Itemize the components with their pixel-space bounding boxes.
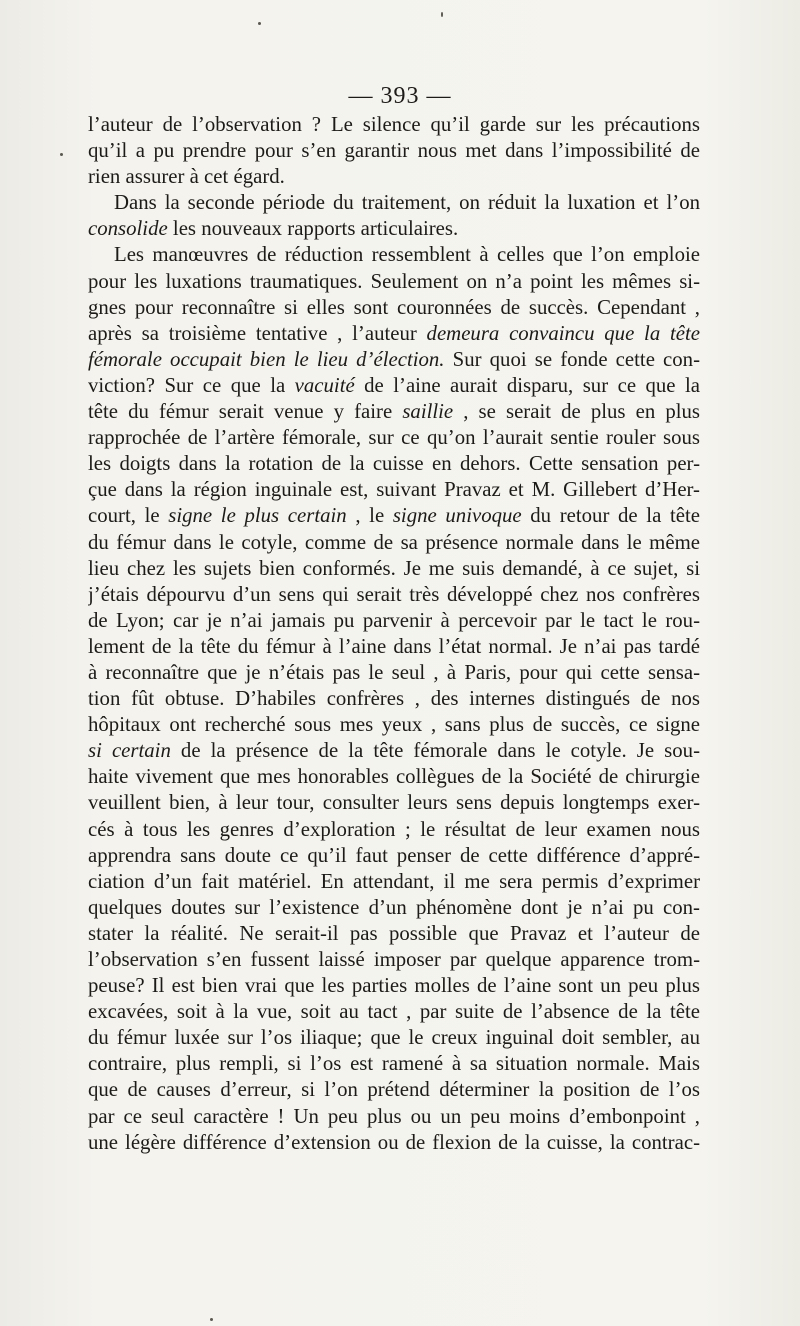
italic-text: signe univoque (392, 504, 522, 528)
italic-text: demeura convaincu que la tête (426, 321, 700, 345)
text-run: quelques doutes sur l’existence d’un phénomène dont je n’ai pu con- (88, 895, 700, 919)
text-line (88, 869, 700, 895)
text-run: çue dans la région inguinale est, suivant Pravaz et M. Gillebert d’Her- (88, 478, 700, 502)
text-run: tion fût obtuse. D’habiles confrères , des internes distingués de nos (88, 687, 700, 711)
italic-text: fémorale occupait bien le lieu d’élection. (88, 347, 445, 371)
text-run: Les manœuvres de réduction ressemblent à celles que l’on emploie (114, 243, 700, 267)
text-line (88, 1130, 700, 1156)
text-run: pour les luxations traumatiques. Seulement on n’a point les mêmes si- (88, 269, 700, 293)
text-run: du fémur luxée sur l’os iliaque; que le creux inguinal doit sembler, au (88, 1026, 700, 1050)
text-run: l’auteur de l’observation ? Le silence qu’il garde sur les précautions (88, 113, 700, 136)
paper-speck (258, 22, 261, 25)
text-line (88, 1051, 700, 1077)
text-line (88, 216, 700, 242)
text-run: du retour de la tête (521, 504, 700, 528)
paper-speck (441, 12, 443, 17)
text-run: une légère différence d’extension ou de flexion de la cuisse, la contrac- (88, 1130, 700, 1154)
text-line (88, 321, 700, 347)
text-run: lement de la tête du fémur à l’aine dans l’état normal. Je n’ai pas tardé (88, 634, 700, 658)
text-run: à reconnaître que je n’étais pas le seul , à Paris, pour qui cette sensa- (88, 660, 700, 684)
text-run: court, le (88, 504, 169, 528)
text-line (88, 190, 700, 216)
text-run: tête du fémur serait venue y faire (88, 400, 403, 424)
text-line (88, 790, 700, 816)
text-line (88, 112, 700, 138)
text-line (88, 373, 700, 399)
text-line (88, 530, 700, 556)
text-run: peuse? Il est bien vrai que les parties molles de l’aine sont un peu plus (88, 974, 700, 998)
text-run: contraire, plus rempli, si l’os est ramené à sa situation normale. Mais (88, 1052, 700, 1076)
text-line (88, 556, 700, 582)
text-run: j’étais dépourvu d’un sens qui serait très développé chez nos confrères (88, 582, 700, 606)
text-run: les doigts dans la rotation de la cuisse en dehors. Cette sensation per- (88, 452, 700, 476)
text-line (88, 660, 700, 686)
text-line (88, 817, 700, 843)
text-run: par ce seul caractère ! Un peu plus ou un peu moins d’embonpoint , (88, 1104, 700, 1128)
text-run: Dans la seconde période du traitement, on réduit la luxation et l’on (114, 191, 700, 215)
paper-speck (210, 1318, 213, 1321)
text-line (88, 425, 700, 451)
text-line (88, 712, 700, 738)
text-line (88, 242, 700, 268)
text-run: apprendra sans doute ce qu’il faut penser de cette différence d’appré- (88, 843, 700, 867)
text-line (88, 164, 700, 190)
text-line (88, 973, 700, 999)
text-line (88, 608, 700, 634)
text-run: de la présence de la tête fémorale dans le cotyle. Je sou- (170, 739, 700, 763)
text-run: , le (346, 504, 393, 528)
text-run: , se serait de plus en plus (453, 400, 700, 424)
text-run: hôpitaux ont recherché sous mes yeux , sans plus de succès, ce signe (88, 713, 700, 737)
text-run: veuillent bien, à leur tour, consulter leurs sens depuis longtemps exer- (88, 791, 700, 815)
text-line (88, 503, 700, 529)
paper-speck (60, 153, 63, 156)
text-line (88, 895, 700, 921)
text-run: rapprochée de l’artère fémorale, sur ce qu’on l’aurait sentie rouler sous (88, 426, 700, 450)
italic-text: signe le plus certain (168, 504, 347, 528)
text-line (88, 686, 700, 712)
text-run: haite vivement que mes honorables collègues de la Société de chirurgie (88, 765, 700, 789)
text-run: après sa troisième tentative , l’auteur (88, 321, 427, 345)
text-run: qu’il a pu prendre pour s’en garantir nous met dans l’impossibilité de (88, 139, 700, 163)
text-run: excavées, soit à la vue, soit au tact , par suite de l’absence de la tête (88, 1000, 700, 1024)
text-line (88, 295, 700, 321)
text-line (88, 1104, 700, 1130)
text-line (88, 921, 700, 947)
body-text (88, 112, 700, 1156)
text-line (88, 999, 700, 1025)
text-run: gnes pour reconnaître si elles sont couronnées de succès. Cependant , (88, 295, 700, 319)
text-line (88, 138, 700, 164)
text-run: lieu chez les sujets bien conformés. Je me suis demandé, à ce sujet, si (88, 556, 700, 580)
text-run: du fémur dans le cotyle, comme de sa présence normale dans le même (88, 530, 700, 554)
italic-text: saillie (402, 400, 454, 424)
text-line (88, 451, 700, 477)
text-line (88, 1077, 700, 1103)
text-line (88, 269, 700, 295)
italic-text: si certain (88, 739, 171, 763)
text-line (88, 1025, 700, 1051)
text-run: ciation d’un fait matériel. En attendant, il me sera permis d’exprimer (88, 869, 700, 893)
text-line (88, 947, 700, 973)
text-run: de Lyon; car je n’ai jamais pu parvenir à percevoir par le tact le rou- (88, 608, 700, 632)
italic-text: vacuité (294, 373, 355, 397)
text-line (88, 843, 700, 869)
text-run: les nouveaux rapports articulaires. (167, 217, 459, 241)
text-line (88, 399, 700, 425)
text-run: de l’aine aurait disparu, sur ce que la (354, 373, 700, 397)
text-run: stater la réalité. Ne serait-il pas possible que Pravaz et l’auteur de (88, 921, 700, 945)
text-run: l’observation s’en fussent laissé imposer par quelque apparence trom- (88, 948, 700, 971)
text-run: rien assurer à cet égard. (88, 165, 285, 189)
text-line (88, 582, 700, 608)
text-line (88, 738, 700, 764)
text-run: que de causes d’erreur, si l’on prétend déterminer la position de l’os (88, 1078, 700, 1102)
text-line (88, 634, 700, 660)
text-line (88, 347, 700, 373)
text-line (88, 764, 700, 790)
text-run: Sur quoi se fonde cette con- (444, 347, 700, 371)
text-line (88, 477, 700, 503)
text-run: viction? Sur ce que la (88, 373, 295, 397)
italic-text: consolide (88, 217, 168, 241)
page-number: — 393 — (348, 83, 452, 109)
text-run: cés à tous les genres d’exploration ; le résultat de leur examen nous (88, 817, 700, 841)
